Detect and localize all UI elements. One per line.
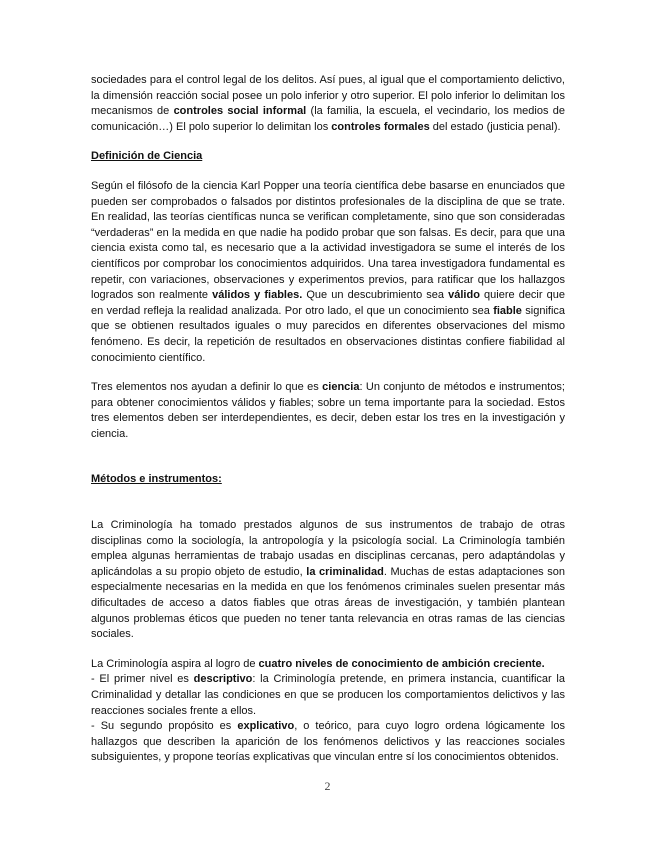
text-run: . Muchas de estas adaptaciones son especialmente necesarias en la medida en que los fenómenos criminales suelen presentar más dificultades de acceso a datos fiables que otras áreas de investigación, y también plantean algunos problemas éticos que pueden no tener tanta relevancia en otras ramas de las ciencias sociales. [91, 565, 565, 641]
text-run: : la Criminología pretende, en primera instancia, cuantificar la Criminalidad y detallar las condiciones en que se producen los comportamientos delictivos y las reacciones sociales frente a ellos. [91, 673, 565, 717]
bold-term: la criminalidad [306, 565, 384, 578]
text-run: : Un conjunto de métodos e instrumentos; para obtener conocimientos válidos y fiables; sobre un tema importante para la sociedad. Estos tres elementos deben ser interdependientes, es decir, deben estar los tres en la investigación y ciencia. [91, 381, 565, 440]
paragraph-tres-elementos [91, 380, 565, 442]
text-run: Tres elementos nos ayudan a definir lo que es [91, 381, 323, 394]
text-run: La Criminología aspira al logro de [91, 657, 259, 670]
text-run: sociedades para el control legal de los delitos. Así pues, al igual que el comportamiento delictivo, la dimensión reacción social posee un polo inferior y otro superior. El polo inferior lo delimitan los mecanismos de [91, 74, 565, 118]
text-run: , o teórico, para cuyo logro ordena lógicamente los hallazgos que describen la aparición de los fenómenos delictivos y las reacciones sociales subsiguientes, y propone teorías explicativas que vinculan entre sí los conocimientos obtenidos. [91, 720, 565, 764]
paragraph-popper [91, 179, 565, 366]
text-run: significa que se obtienen resultados iguales o muy parecidos en diferentes observaciones del mismo fenómeno. Es decir, la repetición de resultados en observaciones distintas confiere fiabilidad al conocimiento científico. [91, 304, 566, 364]
text-run: La Criminología ha tomado prestados algunos de sus instrumentos de trabajo de otras disciplinas como la sociología, la antropología y la psicología social. La Criminología también emplea algunas herramientas de trabajo usadas en disciplinas cercanas, pero adaptándolas y aplicándolas a su propio objeto de estudio, [91, 519, 565, 578]
bold-term: válidos y fiables. [212, 289, 303, 302]
text-run: - Su segundo propósito es [91, 720, 238, 733]
bold-term: ciencia [322, 381, 360, 394]
bold-term: explicativo [237, 720, 295, 733]
text-run: - El primer nivel es [91, 673, 194, 686]
text-run: quiere decir que en verdad refleja la realidad analizada. Por otro lado, el que un conocimiento sea [91, 289, 565, 317]
bold-term: controles social informal [173, 105, 307, 118]
heading-definicion-ciencia: Definición de Ciencia [91, 150, 203, 163]
paragraph-niveles-intro [91, 657, 565, 673]
page-number: 2 [324, 779, 331, 793]
list-item-explicativo [91, 719, 565, 766]
text-run: Que un descubrimiento sea [302, 289, 449, 302]
bold-term: controles formales [331, 120, 430, 133]
bold-term: cuatro niveles de conocimiento de ambición creciente. [258, 657, 545, 670]
bold-term: descriptivo [193, 673, 253, 686]
document-page [91, 73, 565, 766]
text-run: Según el filósofo de la ciencia Karl Popper una teoría científica debe basarse en enunciados que pueden ser comprobados o falsados por distintos profesionales de la disciplina de que se trate. En realidad, las teorías científicas nunca se verifican completamente, sino que son consideradas “verdaderas” en la medida en que nadie ha podido probar que son falsas. Es decir, para que una ciencia exista como tal, es necesario que a la actividad investigadora se sume el interés de los científicos por comprobar los conocimientos adquiridos. Una tarea investigadora fundamental es repetir, con variaciones, observaciones y experimentos previos, para ratificar que los hallazgos logrados son realmente [91, 179, 565, 302]
text-run: del estado (justicia penal). [429, 120, 561, 133]
heading-metodos-instrumentos: Métodos e instrumentos: [91, 473, 222, 486]
paragraph-criminologia-instrumentos [91, 518, 565, 643]
bold-term: válido [448, 289, 480, 302]
bold-term: fiable [493, 304, 522, 317]
list-item-descriptivo [91, 672, 565, 719]
text-run: (la familia, la escuela, el vecindario, los medios de comunicación…) El polo superior lo delimitan los [91, 105, 565, 133]
paragraph-social-reaction [91, 73, 565, 135]
